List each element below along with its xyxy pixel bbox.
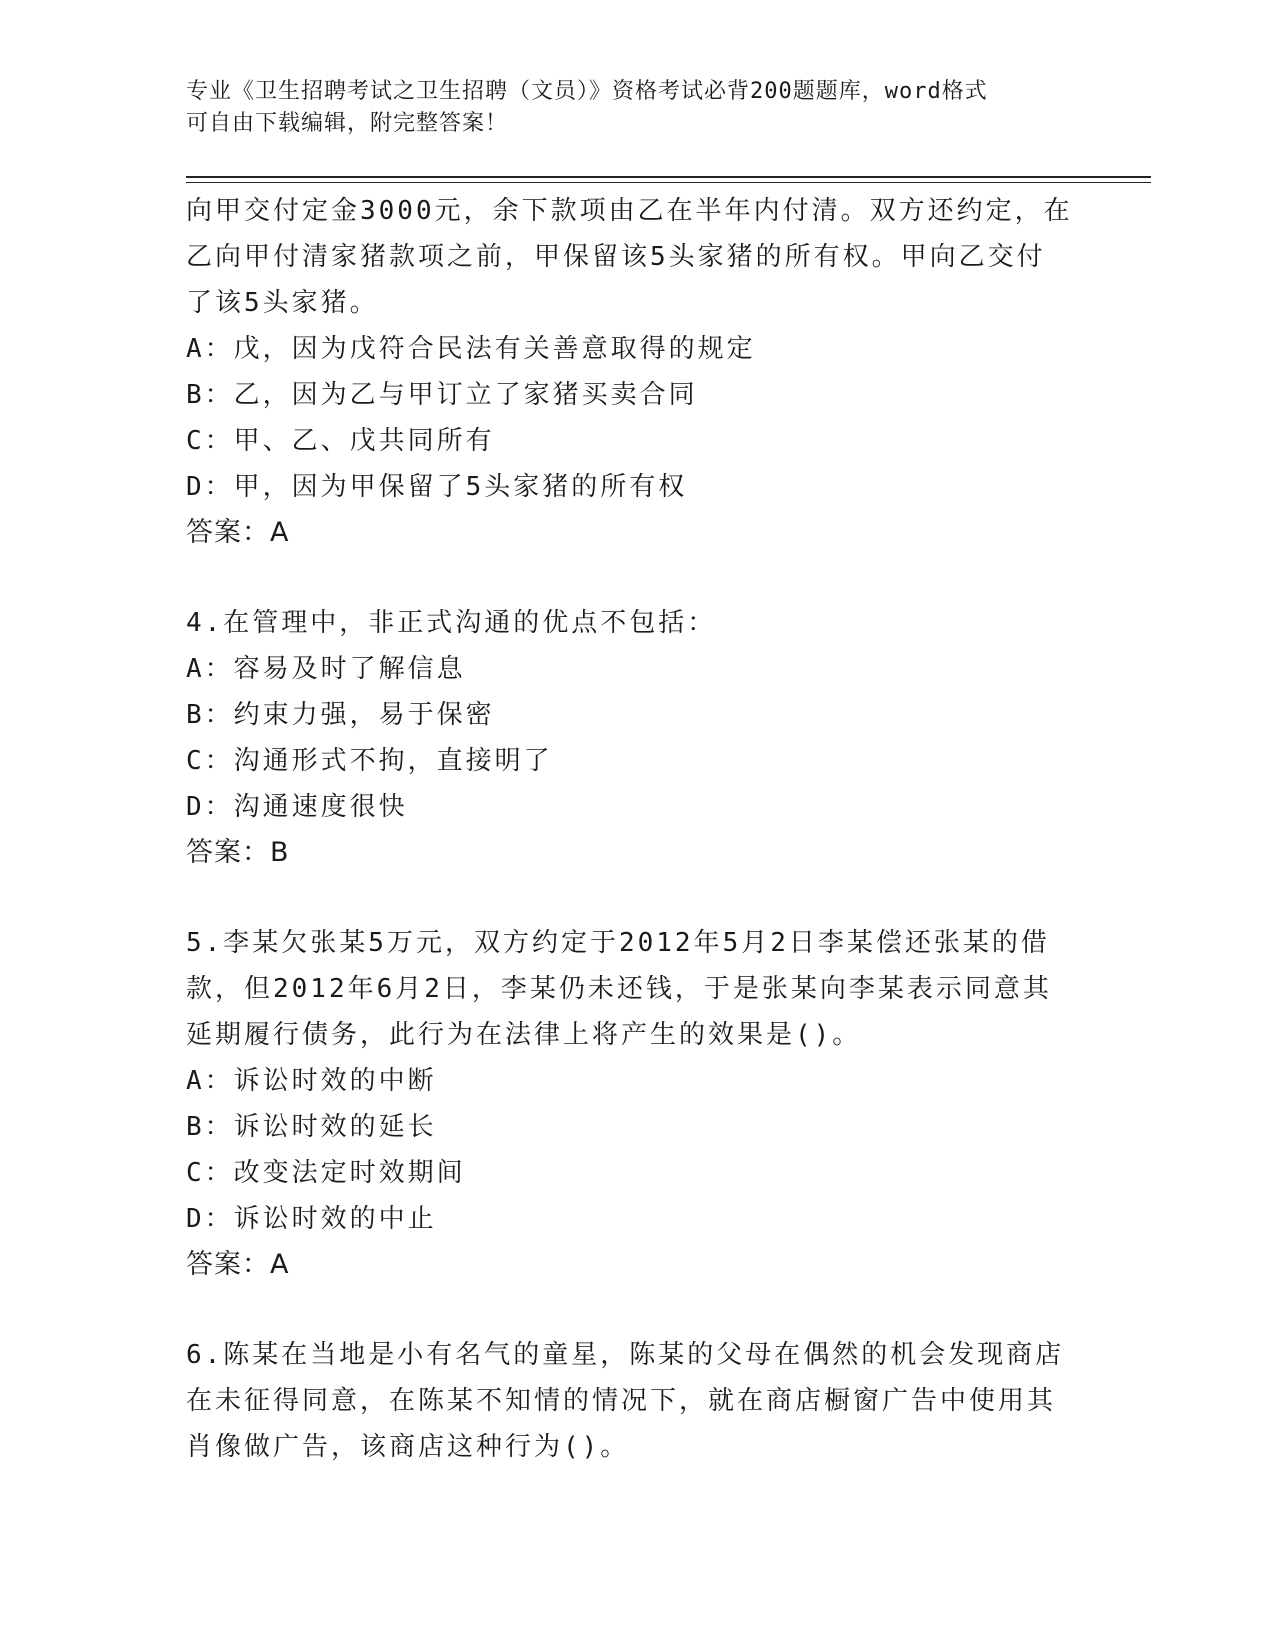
question-5-text-line: 款，但2012年6月2日，李某仍未还钱，于是张某向李某表示同意其 — [186, 974, 1052, 1004]
question-4-answer: 答案：B — [186, 837, 290, 868]
question-6 — [186, 1332, 1086, 1470]
header-line-1: 专业《卫生招聘考试之卫生招聘（文员）》资格考试必背200题题库，word格式 — [186, 79, 988, 104]
question-3-option-a: A：戊，因为戊符合民法有关善意取得的规定 — [186, 334, 756, 364]
question-3-text-line: 了该5头家猪。 — [186, 288, 379, 318]
header-line-2: 可自由下载编辑，附完整答案！ — [186, 111, 509, 136]
header-divider-thin — [186, 182, 1151, 183]
question-5 — [186, 920, 1086, 1288]
question-3 — [186, 188, 1086, 556]
question-5-answer: 答案：A — [186, 1249, 290, 1280]
question-6-text-line: 在未征得同意，在陈某不知情的情况下，就在商店橱窗广告中使用其 — [186, 1386, 1057, 1416]
question-5-option-b: B：诉讼时效的延长 — [186, 1112, 437, 1142]
spacer — [186, 1288, 1086, 1332]
question-5-option-d: D：诉讼时效的中止 — [186, 1204, 437, 1234]
question-3-option-c: C：甲、乙、戊共同所有 — [186, 426, 495, 456]
question-3-answer: 答案：A — [186, 517, 290, 548]
spacer — [186, 556, 1086, 600]
question-6-text-line: 肖像做广告，该商店这种行为()。 — [186, 1432, 630, 1462]
spacer — [186, 876, 1086, 920]
question-3-text-line: 向甲交付定金3000元，余下款项由乙在半年内付清。双方还约定，在 — [186, 196, 1073, 226]
document-header — [186, 76, 1066, 140]
question-4-option-a: A：容易及时了解信息 — [186, 654, 466, 684]
question-4 — [186, 600, 1086, 876]
question-5-option-c: C：改变法定时效期间 — [186, 1158, 466, 1188]
question-5-option-a: A：诉讼时效的中断 — [186, 1066, 437, 1096]
question-3-text-line: 乙向甲付清家猪款项之前，甲保留该5头家猪的所有权。甲向乙交付 — [186, 242, 1046, 272]
question-6-text-line: 6.陈某在当地是小有名气的童星，陈某的父母在偶然的机会发现商店 — [186, 1340, 1065, 1370]
header-divider-thick — [186, 176, 1151, 178]
question-3-option-b: B：乙，因为乙与甲订立了家猪买卖合同 — [186, 380, 698, 410]
question-4-text-line: 4.在管理中，非正式沟通的优点不包括： — [186, 608, 717, 638]
question-5-text-line: 延期履行债务，此行为在法律上将产生的效果是()。 — [186, 1020, 862, 1050]
question-4-option-c: C：沟通形式不拘，直接明了 — [186, 746, 553, 776]
question-4-option-d: D：沟通速度很快 — [186, 792, 408, 822]
question-content — [186, 188, 1086, 1470]
question-4-option-b: B：约束力强，易于保密 — [186, 700, 495, 730]
question-5-text-line: 5.李某欠张某5万元，双方约定于2012年5月2日李某偿还张某的借 — [186, 928, 1050, 958]
question-3-option-d: D：甲，因为甲保留了5头家猪的所有权 — [186, 472, 688, 502]
